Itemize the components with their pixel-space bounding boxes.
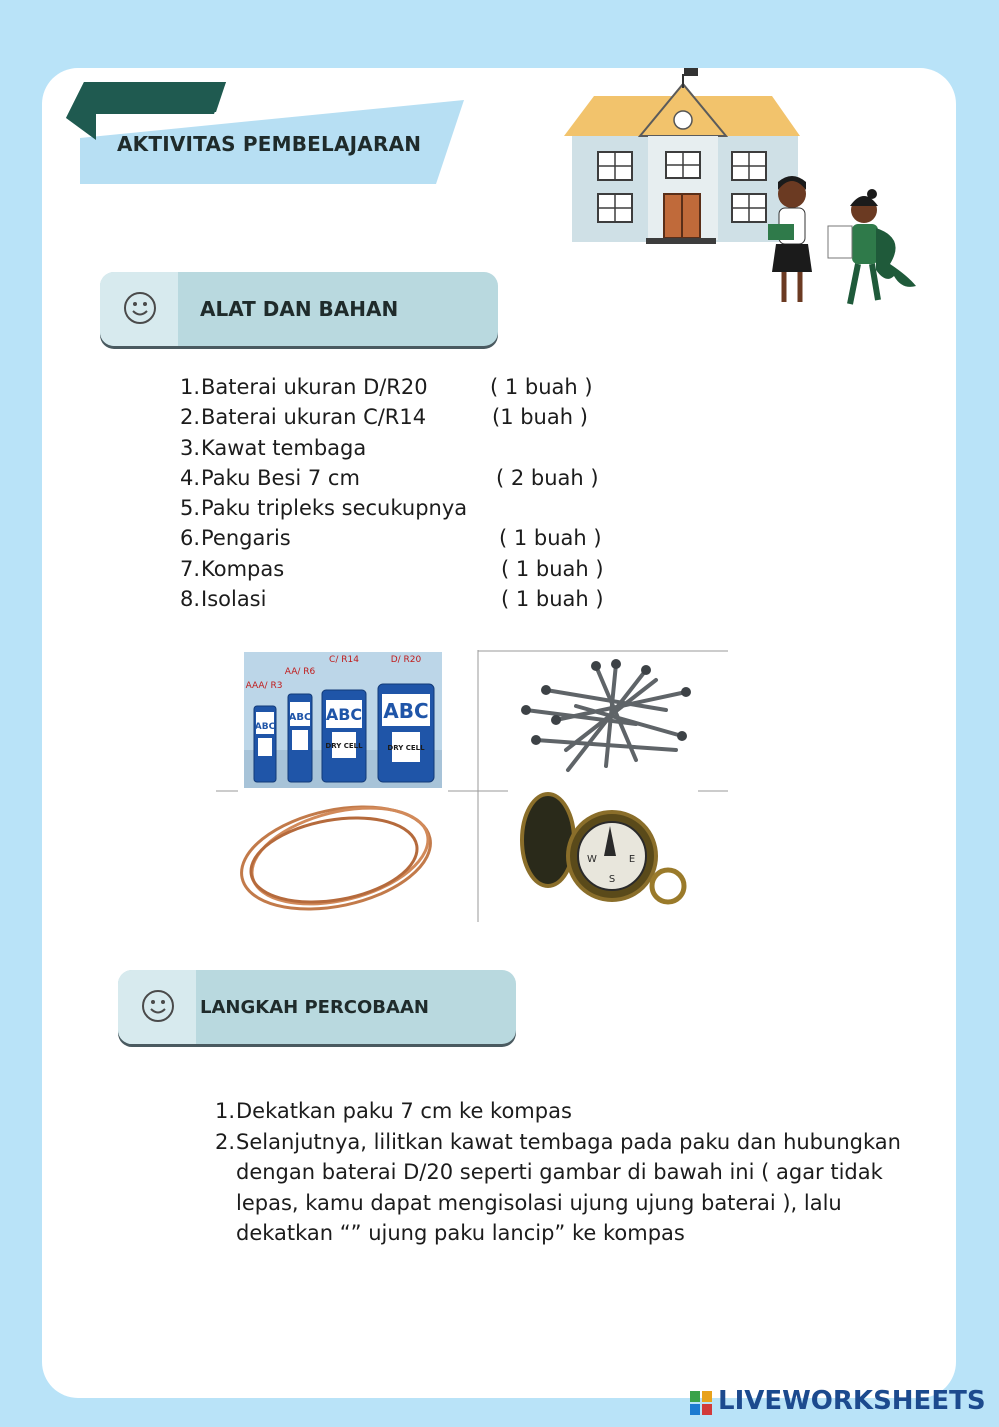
- svg-text:ABC: ABC: [383, 699, 429, 723]
- page-title: AKTIVITAS PEMBELAJARAN: [117, 132, 422, 156]
- materials-section-header: [100, 272, 498, 346]
- svg-text:ABC: ABC: [325, 705, 363, 724]
- liveworksheets-brand: LIVEWORKSHEETS: [718, 1386, 986, 1416]
- copper-wire-photo: [232, 791, 440, 922]
- compass-photo: [522, 794, 684, 902]
- svg-text:D/ R20: D/ R20: [390, 655, 422, 665]
- svg-text:ABC: ABC: [254, 722, 276, 732]
- steps-section-header: [118, 970, 516, 1044]
- svg-text:AAA/ R3: AAA/ R3: [245, 681, 283, 691]
- materials-title: ALAT DAN BAHAN: [200, 297, 399, 321]
- svg-text:ABC: ABC: [288, 712, 312, 723]
- svg-text:S: S: [608, 874, 616, 885]
- svg-text:DRY CELL: DRY CELL: [387, 744, 425, 752]
- batteries-photo: [244, 652, 442, 788]
- smiley-icon: [140, 988, 176, 1024]
- svg-text:W: W: [587, 854, 597, 865]
- school-illustration: [560, 66, 920, 316]
- liveworksheets-logo-icon: [690, 1391, 712, 1415]
- list-item: 2. Selanjutnya, lilitkan kawat tembaga pada paku dan hubungkan dengan baterai D/20 seperti gambar di bawah ini ( agar tidak lepas, kamu dapat mengisolasi ujung ujung baterai ), lalu dekatkan “” ujung paku lancip” ke kompas: [214, 1129, 901, 1245]
- materials-photo-grid: [216, 650, 728, 922]
- smiley-icon: [122, 290, 158, 326]
- nails-photo: [526, 664, 686, 770]
- svg-text:DRY CELL: DRY CELL: [325, 742, 363, 750]
- svg-text:C/ R14: C/ R14: [329, 655, 359, 665]
- steps-title: LANGKAH PERCOBAAN: [200, 997, 429, 1018]
- svg-text:E: E: [628, 854, 636, 865]
- steps-list: [214, 1096, 934, 1249]
- list-item: 1. Dekatkan paku 7 cm ke kompas: [214, 1099, 572, 1123]
- svg-text:AA/ R6: AA/ R6: [284, 667, 316, 677]
